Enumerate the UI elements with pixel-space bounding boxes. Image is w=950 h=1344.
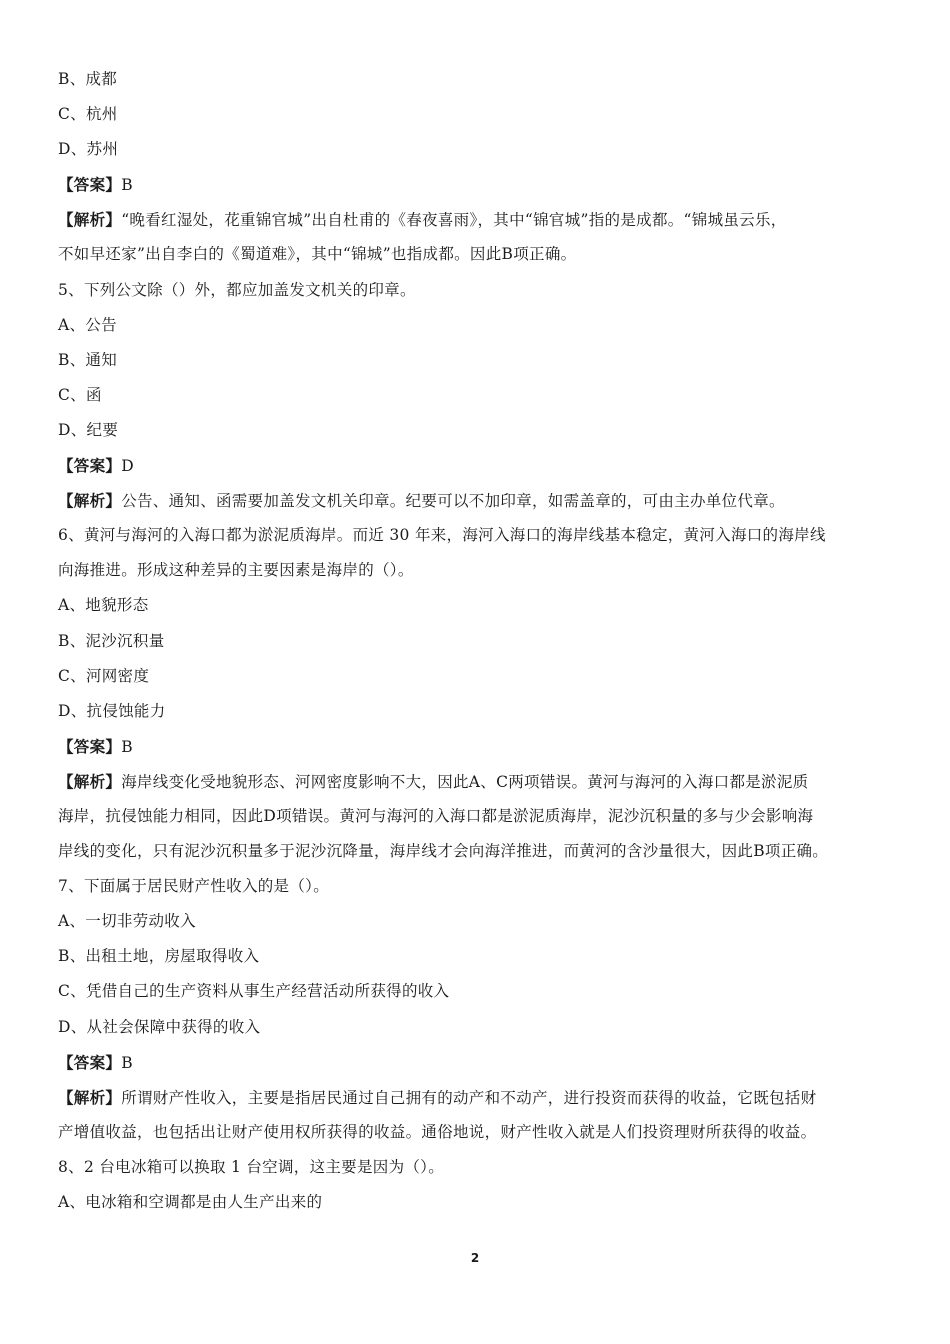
q6-answer	[58, 729, 894, 764]
q7-option-d: D、从社会保障中获得的收入	[58, 1017, 261, 1036]
answer-tag: 【答案】	[58, 1052, 122, 1072]
q6-option-d: D、抗侵蚀能力	[58, 701, 166, 720]
analysis-text: “晚看红湿处，花重锦官城”出自杜甫的《春夜喜雨》，其中“锦官城”指的是成都。“锦城虽云乐，	[121, 211, 787, 230]
q4-analysis-line-1	[58, 202, 894, 237]
q7-analysis-line-2: 产增值收益，也包括出让财产使用权所获得的收益。通俗地说，财产性收入就是人们投资理财所获得的收益。	[58, 1122, 817, 1141]
q8-stem: 8、2 台电冰箱可以换取 1 台空调，这主要是因为（）。	[58, 1157, 445, 1176]
answer-value: B	[121, 1053, 133, 1072]
analysis-tag: 【解析】	[58, 210, 122, 230]
document-page	[58, 62, 894, 1220]
q4-option-c: C、杭州	[58, 105, 118, 124]
q6-analysis-line-1	[58, 764, 894, 799]
analysis-text: 公告、通知、函需要加盖发文机关印章。纪要可以不加印章，如需盖章的，可由主办单位代章。	[121, 492, 785, 511]
q5-option-b: B、通知	[58, 350, 118, 369]
q8-option-a: A、电冰箱和空调都是由人生产出来的	[58, 1193, 323, 1211]
q4-analysis-line-2: 不如早还家”出自李白的《蜀道难》，其中“锦城”也指成都。因此B项正确。	[58, 245, 577, 264]
page-number: 2	[470, 1251, 480, 1265]
answer-value: D	[121, 457, 134, 476]
q5-answer	[58, 448, 894, 483]
answer-tag: 【答案】	[58, 175, 122, 195]
answer-tag: 【答案】	[58, 736, 122, 756]
analysis-tag: 【解析】	[58, 1087, 122, 1107]
analysis-tag: 【解析】	[58, 771, 122, 791]
q6-option-b: B、泥沙沉积量	[58, 631, 165, 650]
analysis-text: 所谓财产性收入，主要是指居民通过自己拥有的动产和不动产，进行投资而获得的收益，它既包括财	[121, 1088, 817, 1107]
q6-option-a: A、地貌形态	[58, 596, 149, 615]
q6-analysis-line-2: 海岸，抗侵蚀能力相同，因此D项错误。黄河与海河的入海口都是淤泥质海岸，泥沙沉积量的多与少会影响海	[58, 806, 814, 825]
q6-analysis-line-3: 岸线的变化，只有泥沙沉积量多于泥沙沉降量，海岸线才会向海洋推进，而黄河的含沙量很大，因此B项正确。	[58, 842, 829, 861]
q7-option-c: C、凭借自己的生产资料从事生产经营活动所获得的收入	[58, 982, 450, 1001]
q4-option-d: D、苏州	[58, 140, 119, 159]
q5-option-d: D、纪要	[58, 420, 119, 439]
answer-value: B	[121, 737, 133, 756]
q5-option-a: A、公告	[58, 315, 117, 334]
q6-option-c: C、河网密度	[58, 666, 150, 685]
analysis-tag: 【解析】	[58, 491, 122, 511]
q7-stem: 7、下面属于居民财产性收入的是（）。	[58, 877, 330, 896]
q7-option-b: B、出租土地，房屋取得收入	[58, 947, 260, 966]
q4-answer	[58, 167, 894, 202]
analysis-text: 海岸线变化受地貌形态、河网密度影响不大，因此A、C两项错误。黄河与海河的入海口都是淤泥质	[121, 772, 809, 791]
q7-option-a: A、一切非劳动收入	[58, 912, 196, 931]
q4-option-b: B、成都	[58, 70, 118, 88]
answer-tag: 【答案】	[58, 456, 122, 476]
answer-value: B	[121, 176, 133, 195]
q5-analysis-line-1	[58, 483, 894, 518]
q6-stem-line-1: 6、黄河与海河的入海口都为淤泥质海岸。而近 30 年来，海河入海口的海岸线基本稳定，黄河入海口的海岸线	[58, 526, 826, 545]
q7-analysis-line-1	[58, 1080, 894, 1115]
q7-answer	[58, 1045, 894, 1080]
q6-stem-line-2: 向海推进。形成这种差异的主要因素是海岸的（）。	[58, 561, 414, 580]
q5-option-c: C、函	[58, 385, 102, 404]
q5-stem: 5、下列公文除（）外，都应加盖发文机关的印章。	[58, 280, 416, 299]
